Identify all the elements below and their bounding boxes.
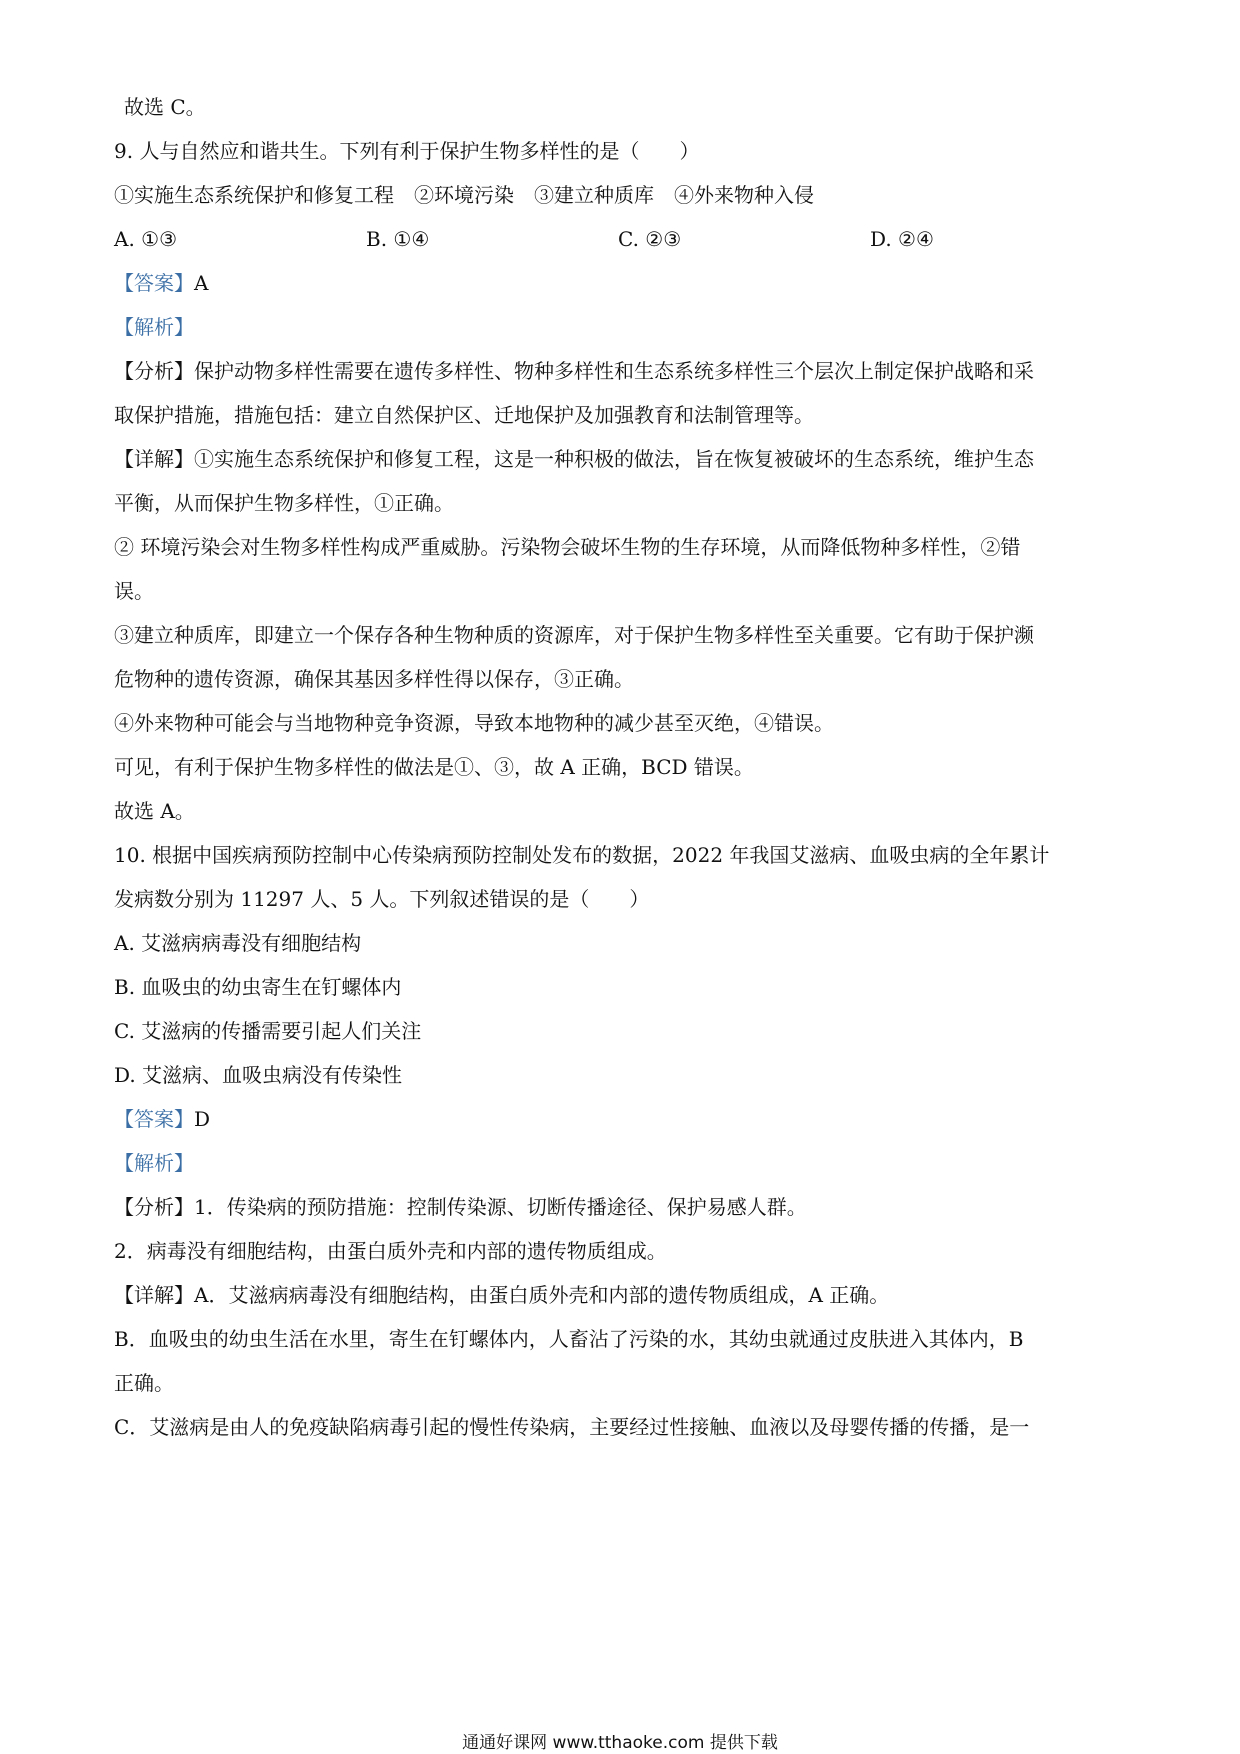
answer-tag: 【答案】 bbox=[114, 1107, 194, 1131]
q10-detail-line-2: B．血吸虫的幼虫生活在水里，寄生在钉螺体内，人畜沾了污染的水，其幼虫就通过皮肤进入其体内，B bbox=[114, 1327, 1024, 1351]
q10-detail-line-4: C．艾滋病是由人的免疫缺陷病毒引起的慢性传染病，主要经过性接触、血液以及母婴传播的传播，是一 bbox=[114, 1415, 1030, 1439]
q9-jiexi-heading: 【解析】 bbox=[114, 315, 194, 339]
q10-detail-line-3: 正确。 bbox=[114, 1371, 174, 1395]
q9-answer bbox=[114, 268, 1134, 298]
q9-detail-line-1: 【详解】①实施生态系统保护和修复工程，这是一种积极的做法，旨在恢复被破坏的生态系统，维护生态 bbox=[114, 447, 1034, 471]
q9-detail-line-8: 可见，有利于保护生物多样性的做法是①、③，故 A 正确，BCD 错误。 bbox=[114, 755, 754, 779]
q10-analysis-line-2: 2．病毒没有细胞结构，由蛋白质外壳和内部的遗传物质组成。 bbox=[114, 1239, 667, 1263]
q9-detail-line-6: 危物种的遗传资源，确保其基因多样性得以保存，③正确。 bbox=[114, 667, 634, 691]
q9-detail-line-7: ④外来物种可能会与当地物种竞争资源，导致本地物种的减少甚至灭绝，④错误。 bbox=[114, 711, 834, 735]
q9-analysis-line-2: 取保护措施，措施包括：建立自然保护区、迁地保护及加强教育和法制管理等。 bbox=[114, 403, 814, 427]
q9-items: ①实施生态系统保护和修复工程 ②环境污染 ③建立种质库 ④外来物种入侵 bbox=[114, 183, 814, 207]
q9-option-d: D. ②④ bbox=[870, 227, 934, 251]
q10-detail-line-1: 【详解】A．艾滋病病毒没有细胞结构，由蛋白质外壳和内部的遗传物质组成，A 正确。 bbox=[114, 1283, 890, 1307]
q10-jiexi-heading: 【解析】 bbox=[114, 1151, 194, 1175]
q10-option-b: B. 血吸虫的幼虫寄生在钉螺体内 bbox=[114, 975, 402, 999]
q10-analysis-line-1: 【分析】1．传染病的预防措施：控制传染源、切断传播途径、保护易感人群。 bbox=[114, 1195, 807, 1219]
q9-detail-line-3: ② 环境污染会对生物多样性构成严重威胁。污染物会破坏生物的生存环境，从而降低物种多样性，②错 bbox=[114, 535, 1021, 559]
q10-option-c: C. 艾滋病的传播需要引起人们关注 bbox=[114, 1019, 422, 1043]
q10-stem-line-2: 发病数分别为 11297 人、5 人。下列叙述错误的是（ ） bbox=[114, 887, 650, 911]
q9-option-c: C. ②③ bbox=[618, 227, 682, 251]
answer-value: D bbox=[194, 1107, 211, 1131]
q9-detail-line-4: 误。 bbox=[114, 579, 154, 603]
q8-conclusion: 故选 C。 bbox=[124, 95, 206, 119]
q10-option-a: A. 艾滋病病毒没有细胞结构 bbox=[114, 931, 362, 955]
answer-value: A bbox=[194, 271, 209, 295]
q9-analysis-line-1: 【分析】保护动物多样性需要在遗传多样性、物种多样性和生态系统多样性三个层次上制定保护战略和采 bbox=[114, 359, 1034, 383]
q9-option-a: A. ①③ bbox=[114, 227, 178, 251]
q10-option-d: D. 艾滋病、血吸虫病没有传染性 bbox=[114, 1063, 403, 1087]
q9-stem: 9. 人与自然应和谐共生。下列有利于保护生物多样性的是（ ） bbox=[114, 139, 700, 163]
answer-tag: 【答案】 bbox=[114, 271, 194, 295]
footer-watermark: 通通好课网 www.tthaoke.com 提供下载 bbox=[462, 1733, 778, 1753]
q10-answer bbox=[114, 1104, 1134, 1134]
q9-detail-line-2: 平衡，从而保护生物多样性，①正确。 bbox=[114, 491, 454, 515]
q10-stem-line-1: 10. 根据中国疾病预防控制中心传染病预防控制处发布的数据，2022 年我国艾滋病、血吸虫病的全年累计 bbox=[114, 843, 1050, 867]
q9-conclusion: 故选 A。 bbox=[114, 799, 195, 823]
q9-detail-line-5: ③建立种质库，即建立一个保存各种生物种质的资源库，对于保护生物多样性至关重要。它有助于保护濒 bbox=[114, 623, 1034, 647]
q9-option-b: B. ①④ bbox=[366, 227, 430, 251]
